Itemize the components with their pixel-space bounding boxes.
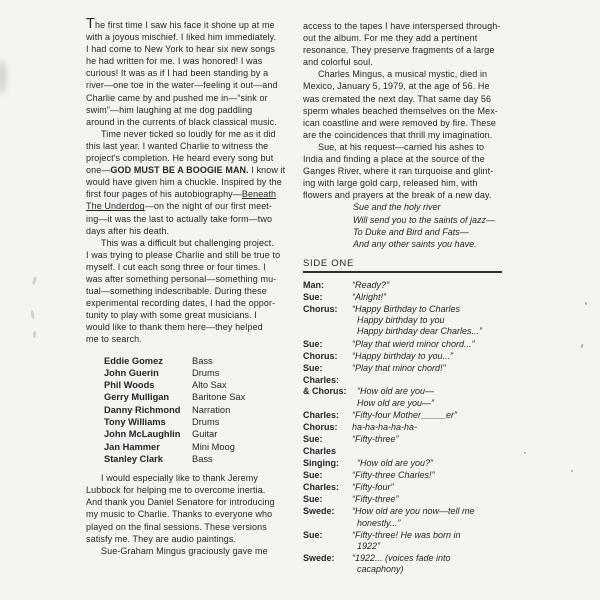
dialogue-quote: “Ready?” <box>352 279 390 290</box>
dialogue-quote: ha-ha-ha-ha-ha- <box>352 422 418 433</box>
dialogue-quote: “Fifty-four” <box>352 482 394 493</box>
dialogue-quote: “Play that wierd minor chord...” <box>352 338 475 349</box>
dialogue-speaker: Sue: <box>303 363 323 373</box>
dialogue-quote: “How old are you— How old are you—” <box>357 386 435 408</box>
musician-row <box>104 416 300 428</box>
musician-instrument: Mini Moog <box>192 441 235 452</box>
dialogue-row <box>303 410 515 421</box>
dialogue-row <box>303 506 515 528</box>
scan-artifact <box>33 331 37 338</box>
musician-row <box>104 404 300 416</box>
scan-artifact <box>580 344 583 348</box>
dialogue-list <box>303 280 515 576</box>
side-one-rule <box>303 271 502 273</box>
right-column <box>303 20 515 577</box>
dialogue-quote: “How old are you now—tell me honestly...” <box>352 506 475 528</box>
dialogue-speaker: Charles Singing: <box>303 446 339 468</box>
musician-instrument: Drums <box>192 367 220 378</box>
paragraph-thanks: I would especially like to thank Jeremy Lubbock for helping me to overcome inertia. And thank you Daniel Senatore for introducing my music to Charlie. Thanks to everyone who played on the final sessions. These versions satisfy me. They are audio paintings. <box>86 473 275 544</box>
dialogue-row <box>303 292 515 303</box>
side-one-section <box>303 258 515 576</box>
musician-name: Gerry Mulligan <box>104 392 170 403</box>
dialogue-speaker: Sue: <box>303 529 323 540</box>
dialogue-speaker: Sue: <box>303 291 323 302</box>
dialogue-speaker: Sue: <box>303 434 323 445</box>
paragraph-difficult: This was a difficult but challenging project. I was trying to please Charlie and still be true to myself. I cut each song three or four times. I was after something personal—something mu- tual—something indescribable. During these experimental recording dates, I had the oppor- tunity to play with some great musicians. I would like to thank them here—they helped me to search. <box>86 237 281 345</box>
musician-instrument: Narration <box>192 404 231 415</box>
scan-artifact <box>32 276 37 285</box>
musician-name: Jan Hammer <box>104 441 160 452</box>
dialogue-row <box>303 351 515 362</box>
dialogue-speaker: Sue: <box>303 494 323 505</box>
poem-holy-river: Sue and the holy river Will send you to the saints of jazz— To Duke and Bird and Fats— And any other saints you have. <box>353 202 495 249</box>
dialogue-row <box>303 446 515 468</box>
musician-name: Danny Richmond <box>104 404 181 415</box>
dialogue-speaker: Swede: <box>303 506 335 517</box>
side-one-heading: SIDE ONE <box>303 257 354 269</box>
dialogue-speaker: Chorus: <box>303 422 338 433</box>
dialogue-row <box>303 470 515 481</box>
musician-row <box>104 441 300 453</box>
paragraph-mingus-died: Charles Mingus, a musical mystic, died in Mexico, January 5, 1979, at the age of 56. He was cremated the next day. That same day 56 sperm whales beached themselves on the Mex- ican coastline and were removed by fire. These are the coincidences that thrill my imagination. <box>303 69 498 140</box>
dialogue-quote: “1922... (voices fade into cacaphony) <box>352 553 451 575</box>
musician-row <box>104 453 300 465</box>
musician-name: Eddie Gomez <box>104 355 163 366</box>
musician-row <box>104 391 300 403</box>
dialogue-row <box>303 339 515 350</box>
musician-row <box>104 379 300 391</box>
dialogue-row <box>303 422 515 433</box>
scan-artifact <box>571 470 573 472</box>
dialogue-quote: “Play that minor chord!” <box>352 363 446 373</box>
dialogue-speaker: Chorus: <box>303 303 338 314</box>
musician-instrument: Baritone Sax <box>192 392 246 403</box>
paragraph-intro: The first time I saw his face it shone up at me with a joyous mischief. I liked him immediately. I had come to New York to hear six new songs he had written for me. I was honored! I was curious! It was as if I had been standing by a river—one toe in the water—feeling it out—and Charlie came by and pushed me in—“sink or swim”—him laughing at me dog paddling around in the currents of black classical music. <box>86 16 278 127</box>
musician-name: John McLaughlin <box>104 429 181 440</box>
dialogue-speaker: Man: <box>303 279 324 290</box>
dialogue-speaker: Charles: <box>303 482 340 493</box>
dialogue-row <box>303 530 515 552</box>
left-column <box>86 18 300 557</box>
scan-artifact <box>585 302 587 305</box>
dialogue-quote: “Happy Birthday to Charles Happy birthday to you Happy birthday dear Charles...” <box>352 303 483 337</box>
scan-artifact <box>524 452 526 454</box>
musician-row <box>104 428 300 440</box>
musician-row <box>104 355 300 367</box>
scan-artifact <box>30 310 34 319</box>
dialogue-row <box>303 434 515 445</box>
dialogue-quote: “Fifty-three” <box>352 494 399 505</box>
dialogue-speaker: Charles: & Chorus: <box>303 375 347 397</box>
dialogue-speaker: Sue: <box>303 338 323 349</box>
dialogue-row <box>303 482 515 493</box>
paragraph-tapes: access to the tapes I have interspersed through- out the album. For me they add a pertinent resonance. They preserve fragments of a large and colorful soul. <box>303 21 501 68</box>
dialogue-quote: “Alright!” <box>352 291 387 302</box>
musician-credits <box>104 355 300 466</box>
dialogue-speaker: Chorus: <box>303 350 338 361</box>
scan-smudge <box>0 60 6 94</box>
musician-instrument: Drums <box>192 417 220 428</box>
dialogue-quote: “Fifty-four Mother_____er” <box>352 409 458 420</box>
dialogue-row <box>303 304 515 338</box>
dialogue-row <box>303 280 515 291</box>
dialogue-row <box>303 494 515 505</box>
musician-name: John Guerin <box>104 367 159 378</box>
dialogue-quote: “Fifty-three Charles!” <box>352 469 435 480</box>
dialogue-quote: “Fifty-three! He was born in 1922” <box>352 529 461 552</box>
musician-name: Tony Williams <box>104 417 166 428</box>
musician-name: Stanley Clark <box>104 453 163 464</box>
dialogue-speaker: Swede: <box>303 553 335 564</box>
musician-name: Phil Woods <box>104 380 155 391</box>
dialogue-speaker: Charles: <box>303 409 340 420</box>
musician-instrument: Bass <box>192 453 213 464</box>
musician-row <box>104 367 300 379</box>
dialogue-quote: “Happy birthday to you...” <box>352 350 454 361</box>
dialogue-quote: “Fifty-three” <box>352 434 399 445</box>
dialogue-row <box>303 363 515 374</box>
dialogue-row <box>303 375 515 409</box>
paragraph-time-ticked: Time never ticked so loudly for me as it did this last year. I wanted Charlie to witness the project's completion. He heard every song but one—GOD MUST BE A BOOGIE MAN. I know it would have given him a chuckle. Inspired by the first four pages of his autobiography—Beneath The Underdog—on the night of our first meet- ing—it was the last to actually take form—two days after his death. <box>86 128 286 236</box>
dialogue-row <box>303 553 515 575</box>
dialogue-quote: “How old are you?” <box>357 457 434 468</box>
dialogue-speaker: Sue: <box>303 469 323 480</box>
paragraph-sue-graham: Sue-Graham Mingus graciously gave me <box>101 545 268 556</box>
musician-instrument: Alto Sax <box>192 380 227 391</box>
paragraph-ganges: Sue, at his request—carried his ashes to India and finding a place at the source of the Ganges River, where it ran turquoise and glint- ing with large gold carp, released him, with flowers and prayers at the break of a new day. <box>303 141 494 201</box>
musician-instrument: Guitar <box>192 429 218 440</box>
musician-instrument: Bass <box>192 355 213 366</box>
